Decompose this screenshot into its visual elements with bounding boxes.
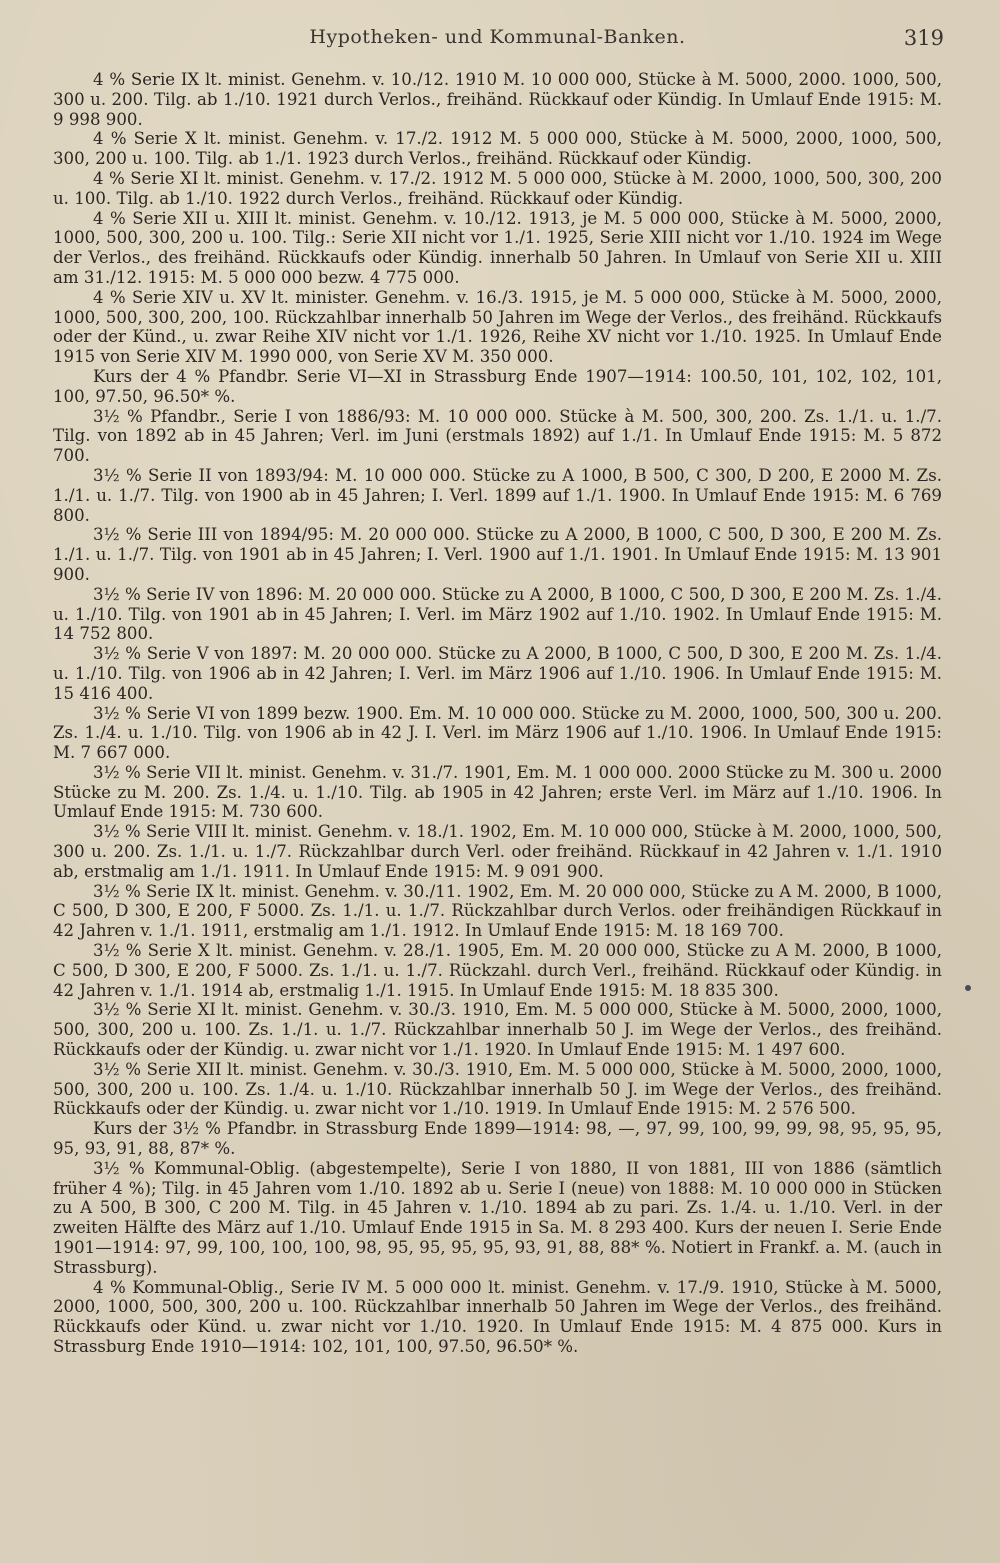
paragraph-serie-x: 4 % Serie X lt. minist. Genehm. v. 17./2. 1912 M. 5 000 000, Stücke à M. 5000, 2000, 1000, 500, 300, 200 u. 100. Tilg. ab 1./1. 1923 durch Verlos., freihänd. Rückkauf oder Kündig. xyxy=(53,129,942,169)
paragraph-pfandbr-serie-ii: 3½ % Serie II von 1893/94: M. 10 000 000. Stücke zu A 1000, B 500, C 300, D 200, E 2000 M. Zs. 1./1. u. 1./7. Tilg. von 1900 ab in 45 Jahren; I. Verl. 1899 auf 1./1. 1900. In Umlauf Ende 1915: M. 6 769 800. xyxy=(53,465,942,525)
paragraph-kurs-3-5-pfandbr: Kurs der 3½ % Pfandbr. in Strassburg Ende 1899—1914: 98, —, 97, 99, 100, 99, 99, 98, 95, 95, 95, 95, 93, 91, 88, 87* %. xyxy=(53,1119,942,1159)
paragraph-kurs-4-pfandbr: Kurs der 4 % Pfandbr. Serie VI—XI in Strassburg Ende 1907—1914: 100.50, 101, 102, 102, 101, 100, 97.50, 96.50* %. xyxy=(53,366,942,406)
page-number: 319 xyxy=(903,26,944,50)
paragraph-pfandbr-serie-xi: 3½ % Serie XI lt. minist. Genehm. v. 30./3. 1910, Em. M. 5 000 000, Stücke à M. 5000, 2000, 1000, 500, 300, 200 u. 100. Zs. 1./1. u. 1./7. Rückzahlbar innerhalb 50 J. im Wege der Verlos., des freihänd. Rückkaufs oder der Kündig. u. zwar nicht vor 1./1. 1920. In Umlauf Ende 1915: M. 1 497 600. xyxy=(53,1000,942,1060)
paragraph-pfandbr-serie-xii: 3½ % Serie XII lt. minist. Genehm. v. 30./3. 1910, Em. M. 5 000 000, Stücke à M. 5000, 2000, 1000, 500, 300, 200 u. 100. Zs. 1./4. u. 1./10. Rückzahlbar innerhalb 50 J. im Wege der Verlos., des freihänd. Rückkaufs oder der Kündig. u. zwar nicht vor 1./10. 1919. In Umlauf Ende 1915: M. 2 576 500. xyxy=(53,1059,942,1119)
paragraph-serie-xiv-xv: 4 % Serie XIV u. XV lt. minister. Genehm. v. 16./3. 1915, je M. 5 000 000, Stücke à M. 5000, 2000, 1000, 500, 300, 200, 100. Rückzahlbar innerhalb 50 Jahren im Wege der Verlos., des freihänd. Rückkaufs oder der Künd., u. zwar Reihe XIV nicht vor 1./1. 1926, Reihe XV nicht vor 1./10. 1925. In Umlauf Ende 1915 von Serie XIV M. 1990 000, von Serie XV M. 350 000. xyxy=(53,287,942,367)
page-header xyxy=(53,26,942,56)
page-body xyxy=(53,70,942,1357)
paragraph-pfandbr-serie-iv: 3½ % Serie IV von 1896: M. 20 000 000. Stücke zu A 2000, B 1000, C 500, D 300, E 200 M. Zs. 1./4. u. 1./10. Tilg. von 1901 ab in 45 Jahren; I. Verl. im März 1902 auf 1./10. 1902. In Umlauf Ende 1915: M. 14 752 800. xyxy=(53,584,942,644)
paragraph-pfandbr-serie-vi: 3½ % Serie VI von 1899 bezw. 1900. Em. M. 10 000 000. Stücke zu M. 2000, 1000, 500, 300 u. 200. Zs. 1./4. u. 1./10. Tilg. von 1906 ab in 42 J. I. Verl. im März 1906 auf 1./10. 1906. In Umlauf Ende 1915: M. 7 667 000. xyxy=(53,703,942,763)
paragraph-serie-ix: 4 % Serie IX lt. minist. Genehm. v. 10./12. 1910 M. 10 000 000, Stücke à M. 5000, 2000. 1000, 500, 300 u. 200. Tilg. ab 1./10. 1921 durch Verlos., freihänd. Rückkauf oder Kündig. In Umlauf Ende 1915: M. 9 998 900. xyxy=(53,70,942,129)
paragraph-kommunal-oblig-4: 4 % Kommunal-Oblig., Serie IV M. 5 000 000 lt. minist. Genehm. v. 17./9. 1910, Stücke à M. 5000, 2000, 1000, 500, 300, 200 u. 100. Rückzahlbar innerhalb 50 Jahren im Wege der Verlos., des freihänd. Rückkaufs oder Künd. u. zwar nicht vor 1./10. 1920. In Umlauf Ende 1915: M. 4 875 000. Kurs in Strassburg Ende 1910—1914: 102, 101, 100, 97.50, 96.50* %. xyxy=(53,1277,942,1356)
paragraph-kommunal-oblig-3-5: 3½ % Kommunal-Oblig. (abgestempelte), Serie I von 1880, II von 1881, III von 1886 (sämtlich früher 4 %); Tilg. in 45 Jahren vom 1./10. 1892 ab u. Serie I (neue) von 1888: M. 10 000 000 in Stücken zu A 500, B 300, C 200 M. Tilg. in 45 Jahren v. 1./10. 1894 ab zu pari. Zs. 1./4. u. 1./10. Verl. in der zweiten Hälfte des März auf 1./10. Umlauf Ende 1915 in Sa. M. 8 293 400. Kurs der neuen I. Serie Ende 1901—1914: 97, 99, 100, 100, 100, 98, 95, 95, 95, 95, 93, 91, 88, 88* %. Notiert in Frankf. a. M. (auch in Strassburg). xyxy=(53,1158,942,1277)
paragraph-pfandbr-serie-iii: 3½ % Serie III von 1894/95: M. 20 000 000. Stücke zu A 2000, B 1000, C 500, D 300, E 200 M. Zs. 1./1. u. 1./7. Tilg. von 1901 ab in 45 Jahren; I. Verl. 1900 auf 1./1. 1901. In Umlauf Ende 1915: M. 13 901 900. xyxy=(53,525,942,584)
paragraph-pfandbr-serie-vii: 3½ % Serie VII lt. minist. Genehm. v. 31./7. 1901, Em. M. 1 000 000. 2000 Stücke zu M. 300 u. 2000 Stücke zu M. 200. Zs. 1./4. u. 1./10. Tilg. ab 1905 in 42 Jahren; erste Verl. im März auf 1./10. 1906. In Umlauf Ende 1915: M. 730 600. xyxy=(53,762,942,822)
paper-speck xyxy=(965,985,971,991)
paragraph-pfandbr-serie-viii: 3½ % Serie VIII lt. minist. Genehm. v. 18./1. 1902, Em. M. 10 000 000, Stücke à M. 2000, 1000, 500, 300 u. 200. Zs. 1./1. u. 1./7. Rückzahlbar durch Verl. oder freihänd. Rückkauf in 42 Jahren v. 1./1. 1910 ab, erstmalig am 1./1. 1911. In Umlauf Ende 1915: M. 9 091 900. xyxy=(53,822,942,881)
running-title: Hypotheken- und Kommunal-Banken. xyxy=(309,26,686,48)
paragraph-pfandbr-serie-x: 3½ % Serie X lt. minist. Genehm. v. 28./1. 1905, Em. M. 20 000 000, Stücke zu A M. 2000, B 1000, C 500, D 300, E 200, F 5000. Zs. 1./1. u. 1./7. Rückzahl. durch Verl., freihänd. Rückkauf oder Kündig. in 42 Jahren v. 1./1. 1914 ab, erstmalig 1./1. 1915. In Umlauf Ende 1915: M. 18 835 300. xyxy=(53,941,942,1000)
paragraph-pfandbr-serie-v: 3½ % Serie V von 1897: M. 20 000 000. Stücke zu A 2000, B 1000, C 500, D 300, E 200 M. Zs. 1./4. u. 1./10. Tilg. von 1906 ab in 42 Jahren; I. Verl. im März 1906 auf 1./10. 1906. In Umlauf Ende 1915: M. 15 416 400. xyxy=(53,644,942,703)
paragraph-serie-xi: 4 % Serie XI lt. minist. Genehm. v. 17./2. 1912 M. 5 000 000, Stücke à M. 2000, 1000, 500, 300, 200 u. 100. Tilg. ab 1./10. 1922 durch Verlos., freihänd. Rückkauf oder Kündig. xyxy=(53,168,942,208)
paragraph-pfandbr-serie-ix: 3½ % Serie IX lt. minist. Genehm. v. 30./11. 1902, Em. M. 20 000 000, Stücke zu A M. 2000, B 1000, C 500, D 300, E 200, F 5000. Zs. 1./1. u. 1./7. Rückzahlbar durch Verlos. oder freihändigen Rückkauf in 42 Jahren v. 1./1. 1911, erstmalig am 1./1. 1912. In Umlauf Ende 1915: M. 18 169 700. xyxy=(53,881,942,941)
paragraph-serie-xii-xiii: 4 % Serie XII u. XIII lt. minist. Genehm. v. 10./12. 1913, je M. 5 000 000, Stücke à M. 5000, 2000, 1000, 500, 300, 200 u. 100. Tilg.: Serie XII nicht vor 1./1. 1925, Serie XIII nicht vor 1./10. 1924 im Wege der Verlos., des freihänd. Rückkaufs oder Kündig. innerhalb 50 Jahren. In Umlauf von Serie XII u. XIII am 31./12. 1915: M. 5 000 000 bezw. 4 775 000. xyxy=(53,208,942,287)
paragraph-pfandbr-serie-i: 3½ % Pfandbr., Serie I von 1886/93: M. 10 000 000. Stücke à M. 500, 300, 200. Zs. 1./1. u. 1./7. Tilg. von 1892 ab in 45 Jahren; Verl. im Juni (erstmals 1892) auf 1./1. In Umlauf Ende 1915: M. 5 872 700. xyxy=(53,406,942,466)
